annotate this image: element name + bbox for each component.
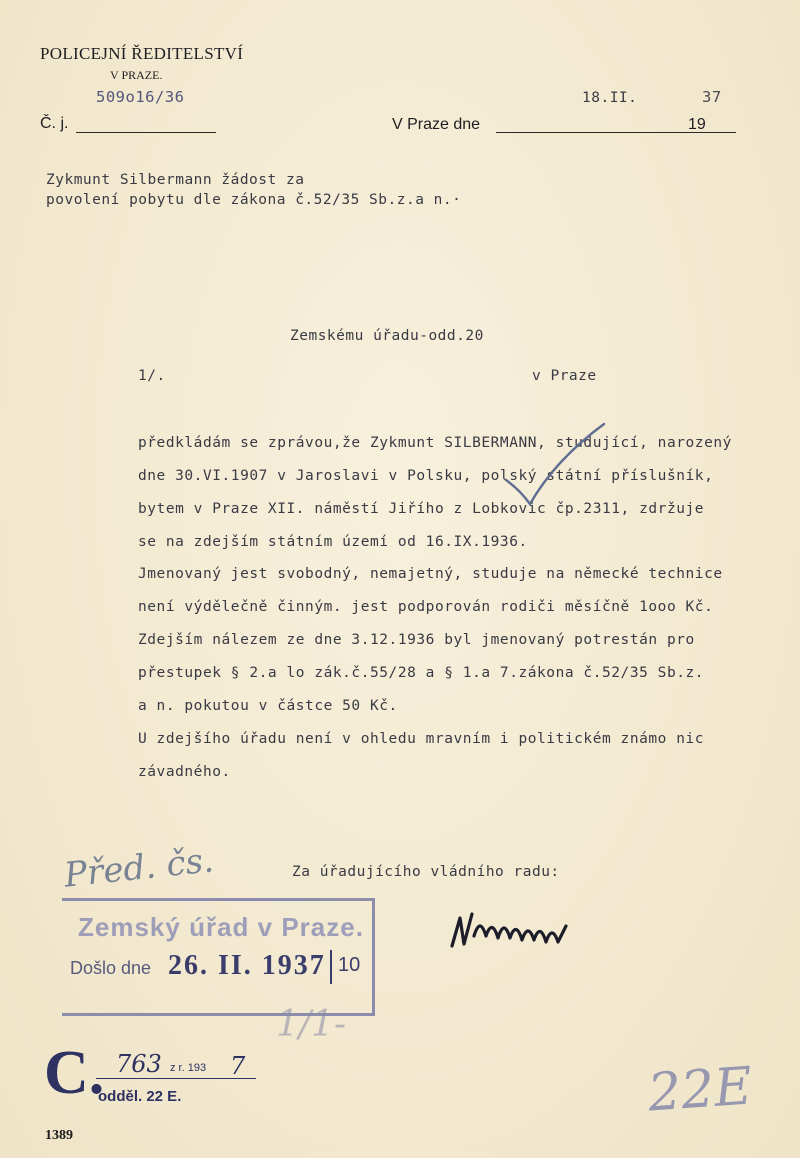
addressee-office: Zemskému úřadu-odd.20 [290, 328, 484, 344]
receipt-stamp-label: Došlo dne [70, 958, 152, 978]
form-number: 1389 [45, 1128, 73, 1143]
body-line: přestupek § 2.a lo zák.č.55/28 a § 1.a 7.zákona č.52/35 Sb.z. [138, 665, 705, 681]
handwritten-note-left: Před. čs. [62, 840, 216, 896]
signature-line: Za úřadujícího vládního radu: [292, 864, 560, 880]
handwritten-note-right: 22E [646, 1056, 755, 1124]
receipt-stamp-box-number: 10 [338, 954, 361, 976]
receipt-stamp-date: 26. II. 1937 [168, 950, 326, 981]
cj-label: Č. j. [40, 115, 69, 132]
reference-number: 509o16/36 [96, 88, 185, 106]
body-line: Jmenovaný jest svobodný, nemajetný, studuje na německé technice [138, 566, 723, 582]
addressee-city: v Praze [532, 368, 597, 384]
body-line: a n. pokutou v částce 50 Kč. [138, 698, 398, 714]
office-name: POLICEJNÍ ŘEDITELSTVÍ [40, 44, 244, 63]
handwritten-mark-mid: 1/1- [276, 1004, 347, 1045]
dept-stamp-number: 763 [116, 1050, 162, 1078]
receipt-stamp-office: Zemský úřad v Praze. [78, 912, 364, 942]
body-line: U zdejšího úřadu není v ohledu mravním i politickém známo nic [138, 731, 705, 747]
body-line: předkládám se zprávou,že Zykmunt SILBERMANN, studující, narozený [138, 435, 732, 451]
signature-mark [446, 906, 576, 956]
office-city: V PRAZE. [110, 68, 163, 82]
enclosure-mark: 1/. [138, 368, 166, 384]
body-line: se na zdejším státním území od 16.IX.1936. [138, 534, 528, 550]
dept-stamp-year-digit: 7 [230, 1052, 246, 1080]
dept-stamp-dept: odděl. 22 E. [98, 1088, 182, 1105]
body-line: bytem v Praze XII. náměstí Jiřího z Lobkovic čp.2311, zdržuje [138, 501, 705, 517]
checkmark-icon [500, 420, 610, 510]
subject-line-1: Zykmunt Silbermann žádost za [46, 172, 305, 188]
year-prefix: 19 [688, 116, 706, 133]
subject-line-2: povolení pobytu dle zákona č.52/35 Sb.z.a n.· [46, 192, 462, 208]
dept-stamp-letter: C. [44, 1039, 105, 1107]
dept-stamp-zr: z r. 193 [170, 1062, 207, 1074]
date-year: 37 [702, 88, 722, 106]
body-line: závadného. [138, 764, 231, 780]
body-line: dne 30.VI.1907 v Jaroslavi v Polsku, polský státní příslušník, [138, 468, 714, 484]
date-rule [496, 132, 684, 133]
body-line: není výdělečně činným. jest podporován rodiči měsíčně 1ooo Kč. [138, 599, 714, 615]
cj-rule [76, 132, 216, 133]
receipt-stamp-box [330, 950, 366, 984]
date-day-month: 18.II. [582, 90, 638, 106]
year-rule [684, 132, 736, 133]
body-line: Zdejším nálezem ze dne 3.12.1936 byl jmenovaný potrestán pro [138, 632, 695, 648]
place-label: V Praze dne [392, 116, 481, 133]
